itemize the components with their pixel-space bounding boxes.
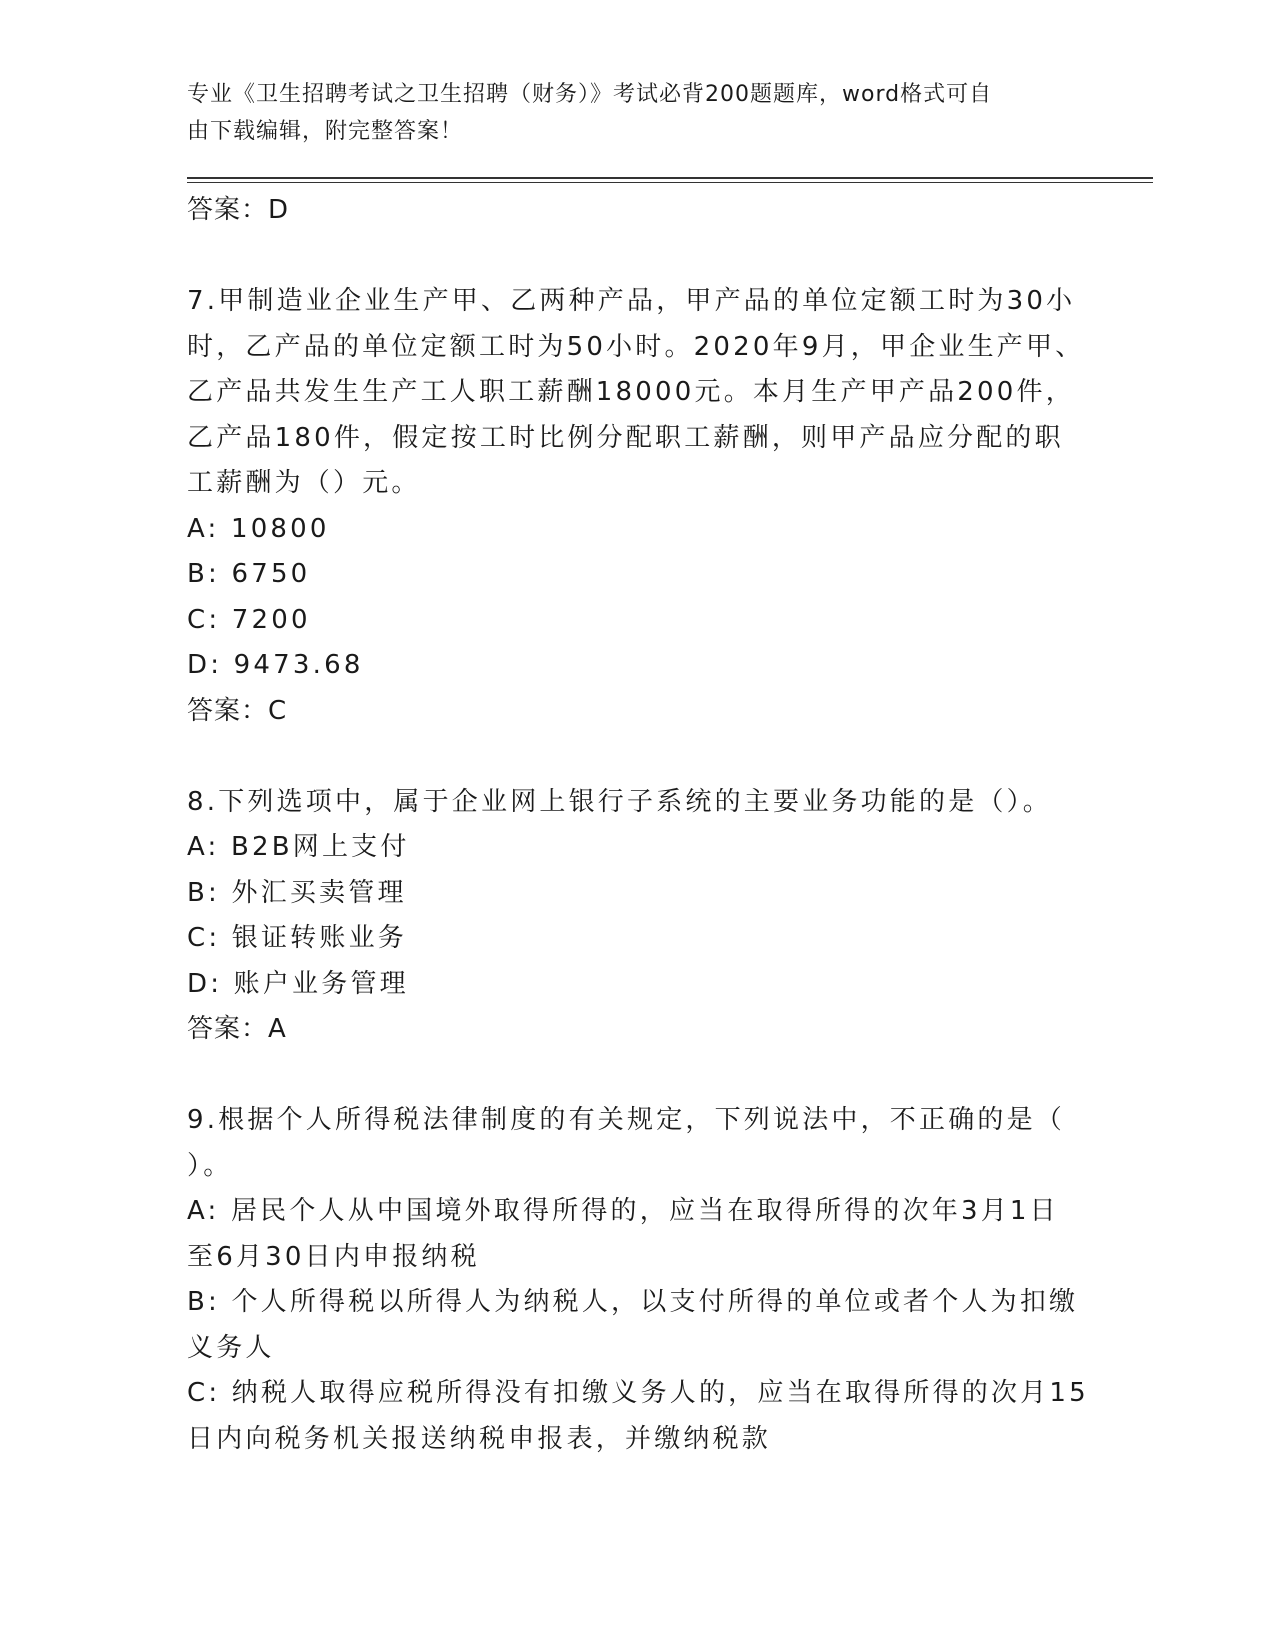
option-a: A: 居民个人从中国境外取得所得的，应当在取得所得的次年3月1日: [187, 1196, 1059, 1226]
option-b: B: 6750: [187, 559, 311, 589]
option-a: A: 10800: [187, 513, 330, 544]
question-stem-line: 乙产品180件，假定按工时比例分配职工薪酬，则甲产品应分配的职: [187, 422, 1064, 453]
spacer: [187, 234, 1087, 280]
question-stem-line: 9.根据个人所得税法律制度的有关规定，下列说法中，不正确的是（: [187, 1105, 1066, 1135]
option-d: D: 账户业务管理: [187, 968, 409, 999]
answer-label: 答案：C: [187, 695, 288, 726]
option-a: A: B2B网上支付: [187, 832, 410, 862]
question-stem-line: 乙产品共发生生产工人职工薪酬18000元。本月生产甲产品200件，: [187, 377, 1075, 407]
option-c: C: 7200: [187, 604, 311, 635]
option-c-continued: 日内向税务机关报送纳税申报表，并缴纳税款: [187, 1423, 772, 1454]
answer-label: 答案：A: [187, 1014, 287, 1044]
option-b: B: 个人所得税以所得人为纳税人，以支付所得的单位或者个人为扣缴: [187, 1287, 1079, 1317]
option-d: D: 9473.68: [187, 650, 364, 680]
question-stem-line: 时，乙产品的单位定额工时为50小时。2020年9月，甲企业生产甲、: [187, 331, 1085, 362]
answer-label: 答案：D: [187, 195, 290, 225]
header-divider-thin: [187, 182, 1153, 183]
document-body: [187, 188, 1087, 1462]
option-c: C: 纳税人取得应税所得没有扣缴义务人的，应当在取得所得的次月15: [187, 1378, 1089, 1408]
header-divider-thick: [187, 177, 1153, 179]
option-b-continued: 义务人: [187, 1332, 275, 1363]
option-c: C: 银证转账业务: [187, 923, 407, 953]
question-stem-line: 工薪酬为（）元。: [187, 468, 421, 498]
question-stem-line: 7.甲制造业企业生产甲、乙两种产品，甲产品的单位定额工时为30小: [187, 286, 1076, 316]
question-7: [187, 279, 1087, 734]
option-a-continued: 至6月30日内申报纳税: [187, 1241, 480, 1272]
header-line-2: 由下载编辑，附完整答案！: [187, 119, 464, 144]
question-stem-line: ）。: [187, 1150, 233, 1181]
document-header: [187, 76, 1067, 150]
spacer: [187, 734, 1087, 780]
question-stem-line: 8.下列选项中，属于企业网上银行子系统的主要业务功能的是（）。: [187, 786, 1053, 817]
question-8: [187, 780, 1087, 1053]
option-b: B: 外汇买卖管理: [187, 877, 407, 908]
question-9: [187, 1098, 1087, 1462]
header-line-1: 专业《卫生招聘考试之卫生招聘（财务）》考试必背200题题库，word格式可自: [187, 82, 993, 107]
spacer: [187, 1053, 1087, 1099]
